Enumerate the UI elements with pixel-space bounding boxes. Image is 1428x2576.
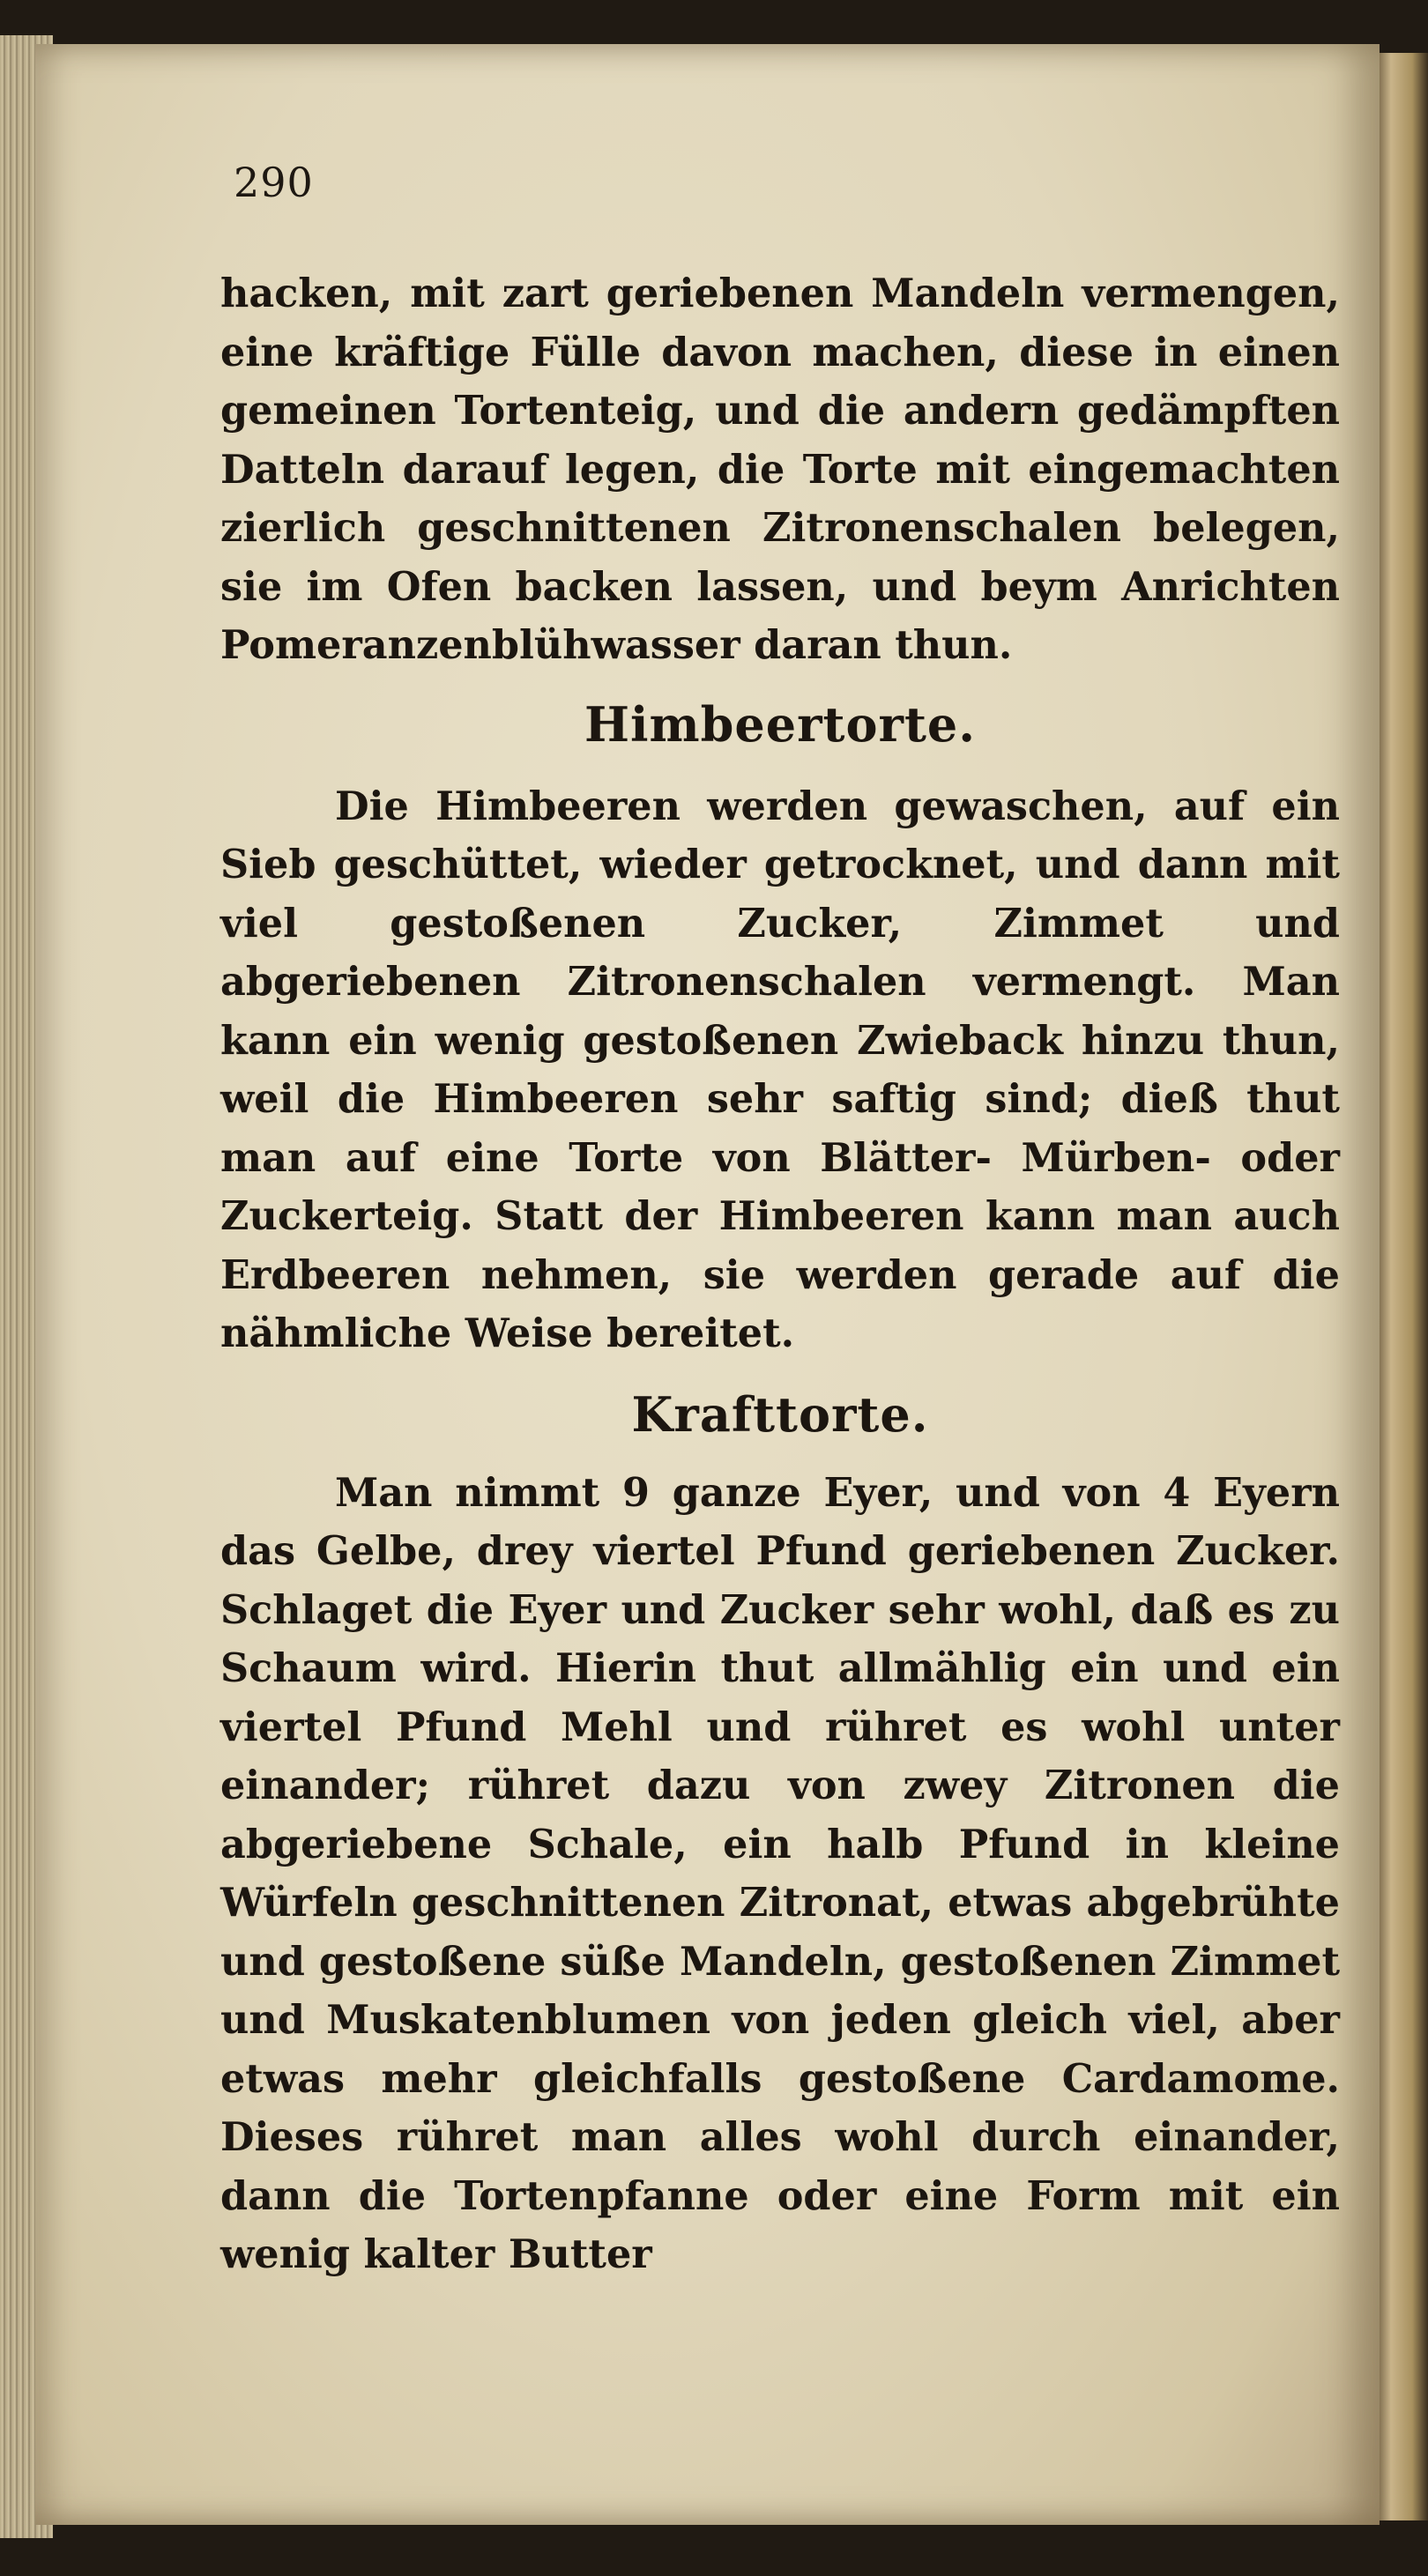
text-block [220,264,1340,2284]
paragraph-continuation: hacken, mit zart geriebenen Mandeln vermengen, eine kräftige Fülle davon machen, diese in einen gemeinen Tortenteig, und die andern gedämpften Datteln darauf legen, die Torte mit eingemachten zierlich geschnittenen Zitronenschalen belegen, sie im Ofen backen lassen, und beym Anrichten Pomeranzenblühwasser daran thun. [220,271,1340,668]
section-heading-himbeertorte: Himbeertorte. [584,695,977,753]
page-edge-right [1375,53,1428,2520]
paragraph-krafttorte: Man nimmt 9 ganze Eyer, und von 4 Eyern das Gelbe, drey viertel Pfund geriebenen Zucker. Schlaget die Eyer und Zucker sehr wohl, daß es zu Schaum wird. Hierin thut allmählig ein und ein viertel Pfund Mehl und rühret es wohl unter einander; rühret dazu von zwey Zitronen die abgeriebene Schale, ein halb Pfund in kleine Würfeln geschnittenen Zitronat, etwas abgebrühte und gestoßene süße Mandeln, gestoßenen Zimmet und Muskatenblumen von jeden gleich viel, aber etwas mehr gleichfalls gestoßene Cardamome. Dieses rühret man alles wohl durch einander, dann die Tortenpfanne oder eine Form mit ein wenig kalter Butter [220,1469,1340,2277]
paragraph-himbeertorte: Die Himbeeren werden gewaschen, auf ein Sieb geschüttet, wieder getrocknet, und dann mit viel gestoßenen Zucker, Zimmet und abgeriebenen Zitronenschalen vermengt. Man kann ein wenig gestoßenen Zwieback hinzu thun, weil die Himbeeren sehr saftig sind; dieß thut man auf eine Torte von Blätter- Mürben- oder Zuckerteig. Statt der Himbeeren kann man auch Erdbeeren nehmen, sie werden gerade auf die nähmliche Weise bereitet. [220,783,1340,1356]
page-number: 290 [234,159,314,206]
section-heading-krafttorte: Krafttorte. [631,1385,929,1443]
